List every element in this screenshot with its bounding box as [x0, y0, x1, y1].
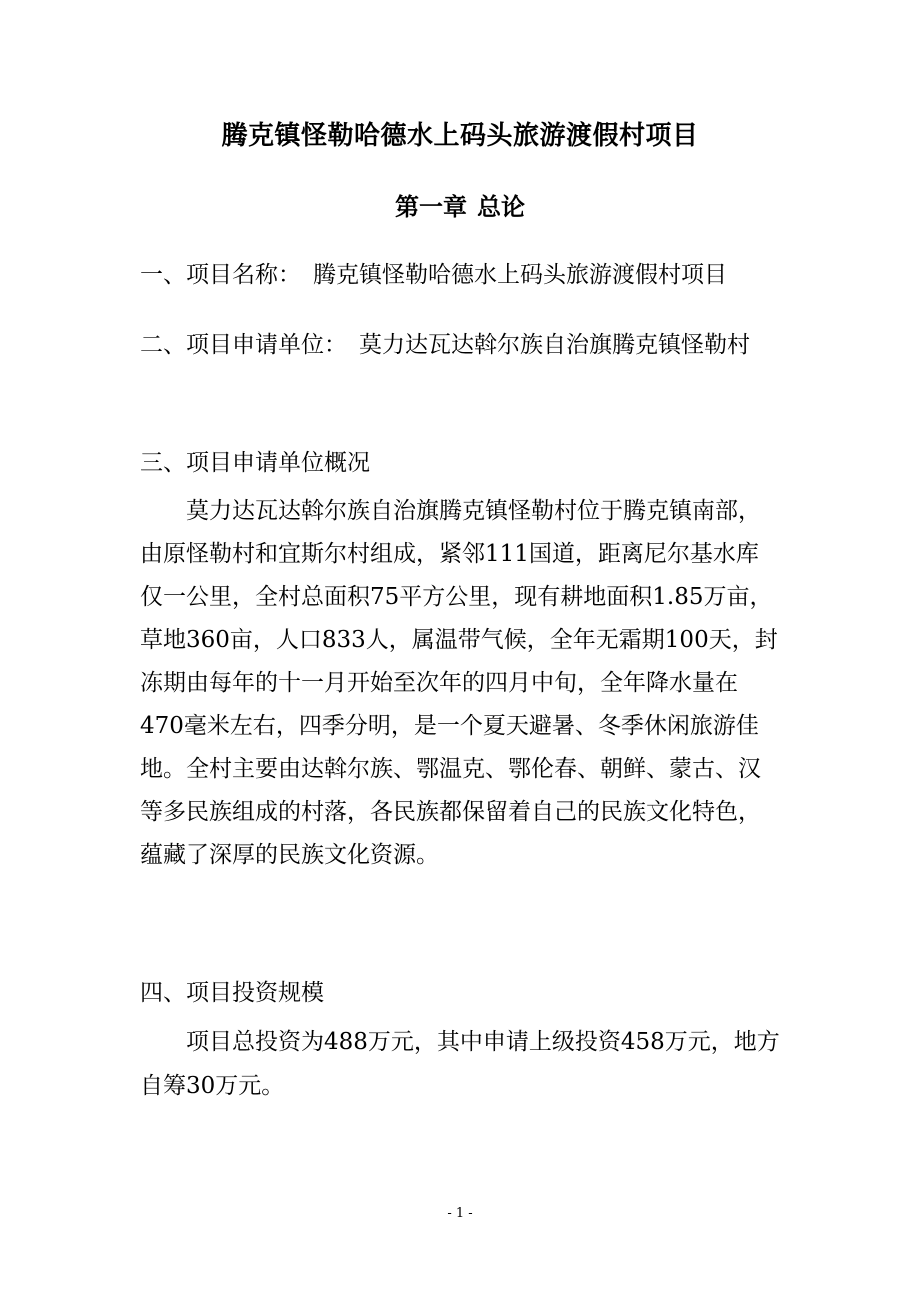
page-number: - 1 -	[447, 1206, 473, 1221]
document-title: 腾克镇怪勒哈德水上码头旅游渡假村项目	[221, 121, 699, 151]
section-paragraph-applicant-overview: 莫力达瓦达斡尔族自治旗腾克镇怪勒村位于腾克镇南部，由原怪勒村和宜斯尔村组成，紧邻111国道，距离尼尔基水库仅一公里，全村总面积75平方公里，现有耕地面积1.85万亩，草地360亩，人口833人，属温带气候，全年无霜期100天，封冻期由每年的十一月开始至次年的四月中旬，全年降水量在470毫米左右，四季分明，是一个夏天避暑、冬季休闲旅游佳地。全村主要由达斡尔族、鄂温克、鄂伦春、朝鲜、蒙古、汉等多民族组成的村落，各民族都保留着自己的民族文化特色，蕴藏了深厚的民族文化资源。	[140, 498, 778, 868]
section-value: 腾克镇怪勒哈德水上码头旅游渡假村项目	[313, 262, 727, 288]
section-label: 二、项目申请单位：	[140, 332, 347, 358]
chapter-title	[0, 186, 920, 228]
section-applicant	[140, 324, 780, 366]
section-project-name	[140, 254, 780, 296]
section-label: 一、项目名称：	[140, 262, 301, 288]
chapter-name: 总论	[477, 192, 525, 221]
section-heading-investment-scale: 四、项目投资规模	[140, 980, 324, 1006]
section-paragraph-investment-scale: 项目总投资为488万元，其中申请上级投资458万元，地方自筹30万元。	[140, 1029, 780, 1099]
chapter-number: 第一章	[395, 192, 467, 221]
section-heading-applicant-overview: 三、项目申请单位概况	[140, 450, 370, 476]
section-value: 莫力达瓦达斡尔族自治旗腾克镇怪勒村	[359, 332, 750, 358]
